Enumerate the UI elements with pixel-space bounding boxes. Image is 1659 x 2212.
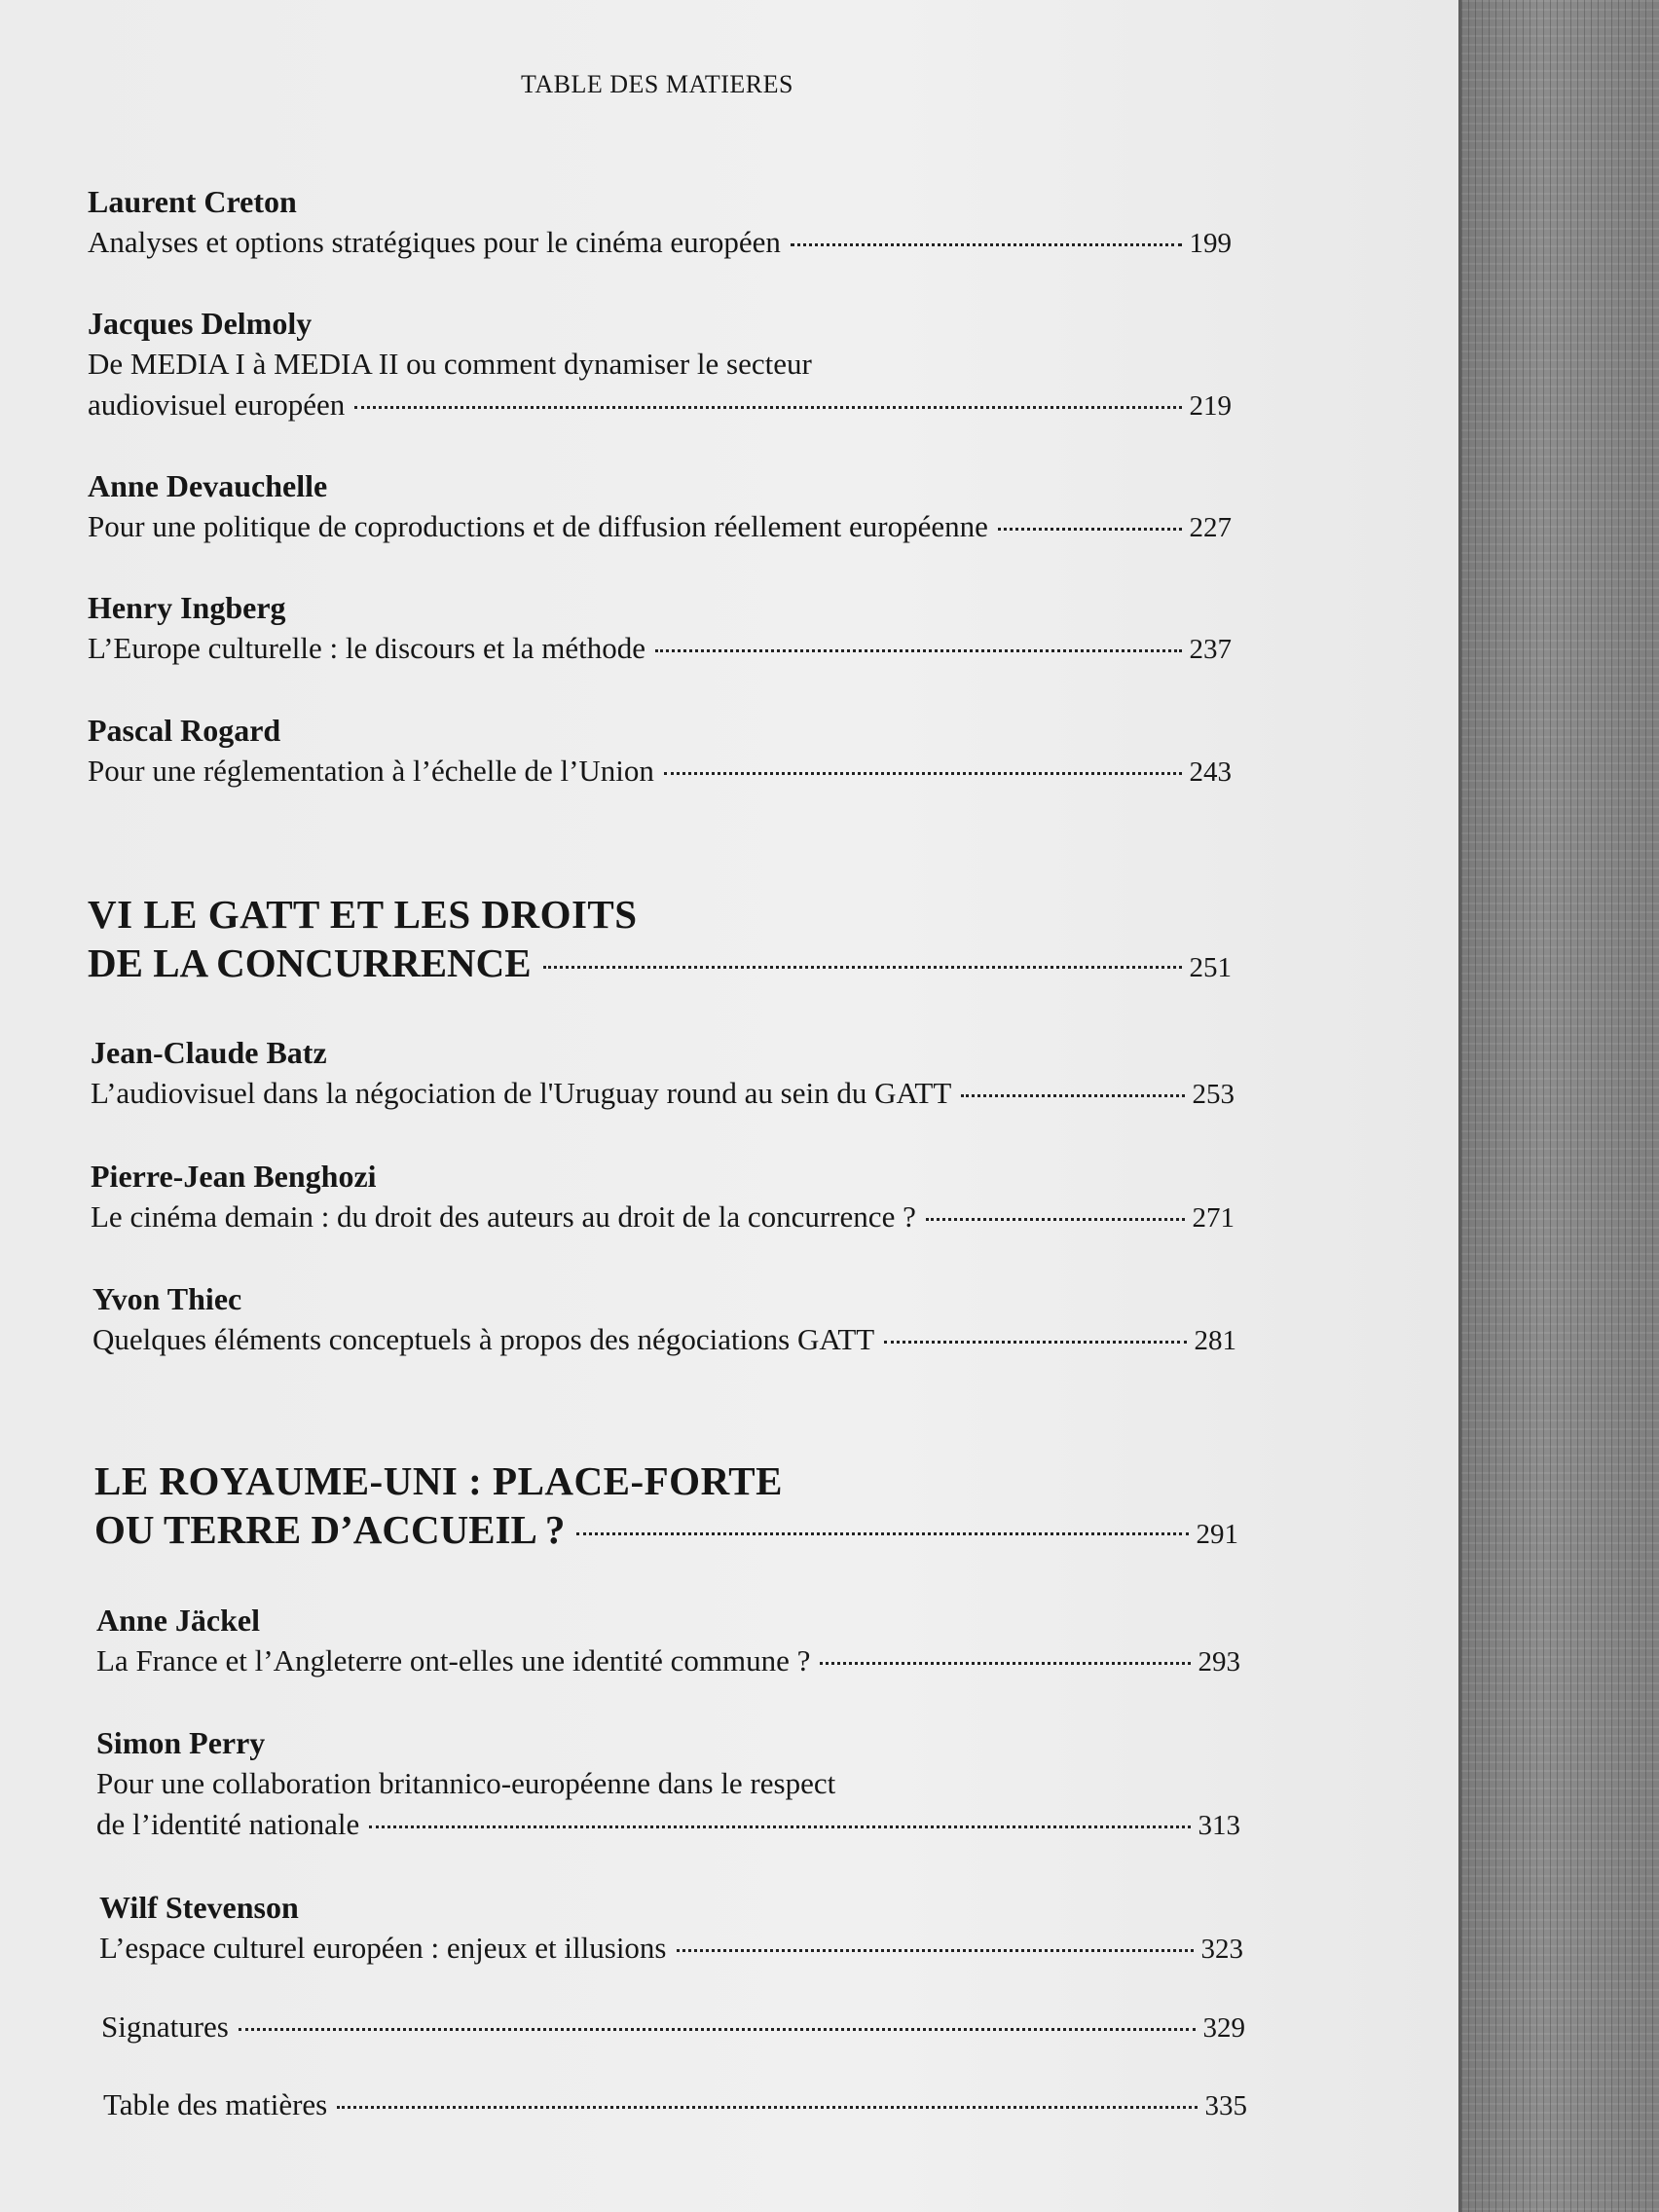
toc-entry[interactable] bbox=[88, 710, 1232, 793]
section-line bbox=[88, 940, 1232, 986]
toc-author: Henry Ingberg bbox=[88, 590, 286, 625]
toc-entry[interactable] bbox=[96, 1600, 1240, 1682]
toc-line bbox=[96, 1641, 1240, 1682]
toc-author: Yvon Thiec bbox=[92, 1281, 242, 1316]
toc-title: de l’identité nationale bbox=[96, 1807, 360, 1841]
toc-title: Pour une politique de coproductions et de diffusion réellement européenne bbox=[88, 509, 988, 543]
leader-dots bbox=[791, 243, 1182, 246]
leader-dots bbox=[926, 1218, 1185, 1221]
toc-title: Signatures bbox=[101, 2009, 229, 2044]
leader-dots bbox=[239, 2028, 1196, 2031]
toc-entry[interactable] bbox=[99, 1887, 1243, 1970]
toc-title: Pour une réglementation à l’échelle de l’Union bbox=[88, 754, 654, 788]
toc-author: Anne Devauchelle bbox=[88, 468, 328, 503]
leader-dots bbox=[820, 1662, 1190, 1665]
toc-author: Anne Jäckel bbox=[96, 1603, 260, 1638]
toc-page-number: 271 bbox=[1192, 1202, 1235, 1234]
toc-line bbox=[88, 385, 1232, 426]
toc-page-number: 281 bbox=[1194, 1325, 1236, 1356]
toc-title: La France et l’Angleterre ont-elles une identité commune ? bbox=[96, 1643, 811, 1677]
toc-page-number: 335 bbox=[1204, 2090, 1247, 2121]
toc-page-number: 291 bbox=[1196, 1519, 1238, 1550]
toc-page-number: 219 bbox=[1189, 390, 1232, 422]
toc-page-number: 251 bbox=[1189, 952, 1232, 983]
toc-line bbox=[103, 2084, 1247, 2126]
running-head: TABLE DES MATIERES bbox=[521, 70, 793, 98]
toc-line bbox=[91, 1197, 1235, 1238]
toc-page-number: 243 bbox=[1189, 756, 1232, 788]
toc-author: Pierre-Jean Benghozi bbox=[91, 1159, 377, 1194]
toc-author: Simon Perry bbox=[96, 1725, 266, 1760]
toc-page-number: 253 bbox=[1192, 1079, 1235, 1110]
toc-line bbox=[92, 1319, 1236, 1361]
toc-page-number: 227 bbox=[1189, 512, 1232, 543]
toc-author: Laurent Creton bbox=[88, 184, 297, 219]
section-title: OU TERRE D’ACCUEIL ? bbox=[94, 1507, 566, 1552]
section-heading[interactable] bbox=[88, 889, 1232, 986]
toc-page-number: 237 bbox=[1189, 634, 1232, 665]
toc-author: Jean-Claude Batz bbox=[91, 1035, 327, 1070]
toc-entry[interactable] bbox=[88, 181, 1232, 264]
toc-entry[interactable] bbox=[91, 1032, 1235, 1115]
leader-dots bbox=[354, 406, 1181, 409]
toc-line bbox=[88, 751, 1232, 793]
leader-dots bbox=[998, 528, 1182, 531]
toc-page-number: 329 bbox=[1202, 2012, 1245, 2044]
leader-dots bbox=[337, 2106, 1197, 2109]
page-stack-edge bbox=[1458, 0, 1659, 2212]
toc-entry-signatures[interactable] bbox=[101, 2007, 1245, 2048]
toc-line bbox=[88, 628, 1232, 670]
toc-line bbox=[88, 506, 1232, 548]
toc-author: Jacques Delmoly bbox=[88, 306, 313, 341]
section-title: DE LA CONCURRENCE bbox=[88, 940, 532, 985]
toc-author: Wilf Stevenson bbox=[99, 1890, 299, 1925]
toc-page-number: 323 bbox=[1200, 1934, 1243, 1965]
leader-dots bbox=[961, 1094, 1184, 1097]
leader-dots bbox=[576, 1532, 1188, 1535]
toc-entry-table[interactable] bbox=[103, 2084, 1247, 2126]
toc-page-number: 313 bbox=[1198, 1810, 1240, 1841]
toc-title: Le cinéma demain : du droit des auteurs au droit de la concurrence ? bbox=[91, 1199, 916, 1234]
toc-line bbox=[88, 222, 1232, 264]
toc-page-number: 199 bbox=[1189, 228, 1232, 259]
leader-dots bbox=[655, 649, 1181, 652]
toc-title: audiovisuel européen bbox=[88, 387, 346, 422]
leader-dots bbox=[664, 772, 1182, 775]
toc-title: L’espace culturel européen : enjeux et illusions bbox=[99, 1931, 667, 1965]
toc-entry[interactable] bbox=[91, 1156, 1235, 1238]
section-heading[interactable] bbox=[94, 1456, 1238, 1553]
toc-entry[interactable] bbox=[96, 1722, 1240, 1846]
toc-author: Pascal Rogard bbox=[88, 713, 281, 748]
toc-title: Table des matières bbox=[103, 2087, 328, 2121]
toc-entry[interactable] bbox=[88, 587, 1232, 670]
toc-title: L’Europe culturelle : le discours et la méthode bbox=[88, 631, 646, 665]
toc-line bbox=[96, 1804, 1240, 1846]
toc-title-line: De MEDIA I à MEDIA II ou comment dynamiser le secteur bbox=[88, 347, 812, 381]
toc-line bbox=[91, 1073, 1235, 1115]
leader-dots bbox=[677, 1949, 1194, 1952]
toc-title: Quelques éléments conceptuels à propos des négociations GATT bbox=[92, 1322, 875, 1356]
toc-line bbox=[99, 1928, 1243, 1970]
toc-line bbox=[101, 2007, 1245, 2048]
section-title-line: LE ROYAUME-UNI : PLACE-FORTE bbox=[94, 1458, 783, 1503]
section-title-line: VI LE GATT ET LES DROITS bbox=[88, 892, 638, 937]
toc-entry[interactable] bbox=[88, 465, 1232, 548]
leader-dots bbox=[884, 1341, 1186, 1344]
toc-title: Analyses et options stratégiques pour le cinéma européen bbox=[88, 225, 781, 259]
toc-entry[interactable] bbox=[88, 303, 1232, 426]
leader-dots bbox=[543, 966, 1182, 969]
toc-title-line: Pour une collaboration britannico-européenne dans le respect bbox=[96, 1766, 836, 1800]
leader-dots bbox=[369, 1825, 1190, 1828]
toc-title: L’audiovisuel dans la négociation de l'Uruguay round au sein du GATT bbox=[91, 1076, 952, 1110]
toc-page-number: 293 bbox=[1198, 1646, 1240, 1677]
toc-entry[interactable] bbox=[92, 1278, 1236, 1361]
section-line bbox=[94, 1506, 1238, 1553]
